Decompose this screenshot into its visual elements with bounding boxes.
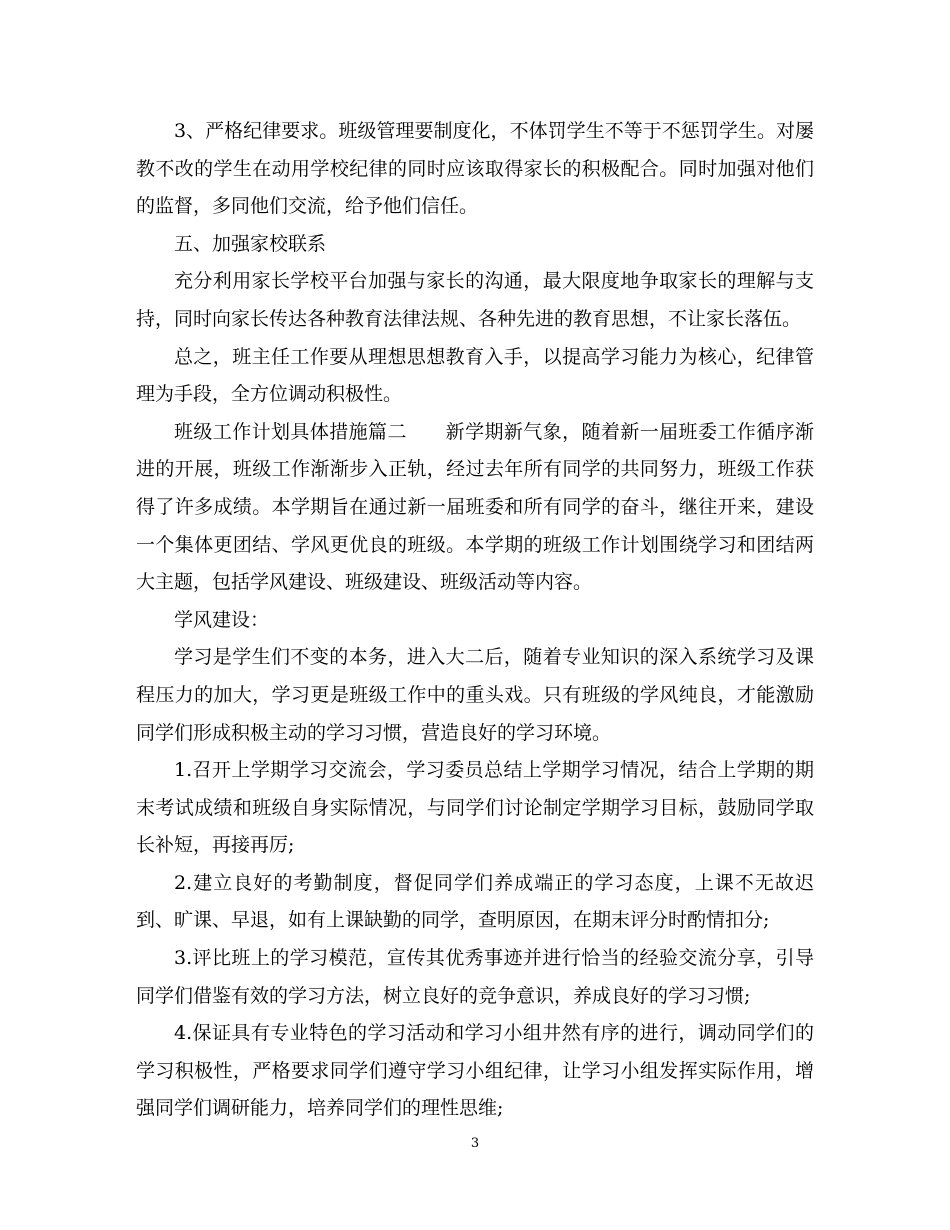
page-number: 3 <box>470 1136 480 1151</box>
list-item-2: 2.建立良好的考勤制度，督促同学们养成端正的学习态度，上课不无故迟到、旷课、早退，如有上课缺勤的同学，查明原因，在期末评分时酌情扣分; <box>136 871 814 932</box>
document-body <box>136 113 814 1128</box>
list-item-4: 4.保证具有专业特色的学习活动和学习小组井然有序的进行，调动同学们的学习积极性，严格要求同学们遵守学习小组纪律，让学习小组发挥实际作用，增强同学们调研能力，培养同学们的理性思维; <box>136 1022 814 1120</box>
paragraph-discipline: 3、严格纪律要求。班级管理要制度化，不体罚学生不等于不惩罚学生。对屡教不改的学生在动用学校纪律的同时应该取得家长的积极配合。同时加强对他们的监督，多同他们交流，给予他们信任。 <box>136 120 814 218</box>
paragraph-plan-part-two: 班级工作计划具体措施篇二 新学期新气象，随着新一届班委工作循序渐进的开展，班级工作渐渐步入正轨，经过去年所有同学的共同努力，班级工作获得了许多成绩。本学期旨在通过新一届班委和所有同学的奋斗，继往开来，建设一个集体更团结、学风更优良的班级。本学期的班级工作计划围绕学习和团结两大主题，包括学风建设、班级建设、班级活动等内容。 <box>136 420 814 594</box>
paragraph-summary: 总之，班主任工作要从理想思想教育入手，以提高学习能力为核心，纪律管理为手段，全方位调动积极性。 <box>136 345 814 406</box>
paragraph-parent-school: 充分利用家长学校平台加强与家长的沟通，最大限度地争取家长的理解与支持，同时向家长传达各种教育法律法规、各种先进的教育思想，不让家长落伍。 <box>136 270 814 330</box>
paragraph-study-intro: 学习是学生们不变的本务，进入大二后，随着专业知识的深入系统学习及课程压力的加大，学习更是班级工作中的重头戏。只有班级的学风纯良，才能激励同学们形成积极主动的学习习惯，营造良好的学习环境。 <box>136 646 814 744</box>
heading-study-atmosphere: 学风建设： <box>174 608 270 631</box>
list-item-1: 1.召开上学期学习交流会，学习委员总结上学期学习情况，结合上学期的期末考试成绩和班级自身实际情况，与同学们讨论制定学期学习目标，鼓励同学取长补短，再接再厉; <box>136 759 814 857</box>
heading-home-school-contact: 五、加强家校联系 <box>174 232 327 255</box>
list-item-3: 3.评比班上的学习模范，宣传其优秀事迹并进行恰当的经验交流分享，引导同学们借鉴有效的学习方法，树立良好的竞争意识，养成良好的学习习惯; <box>136 947 814 1007</box>
